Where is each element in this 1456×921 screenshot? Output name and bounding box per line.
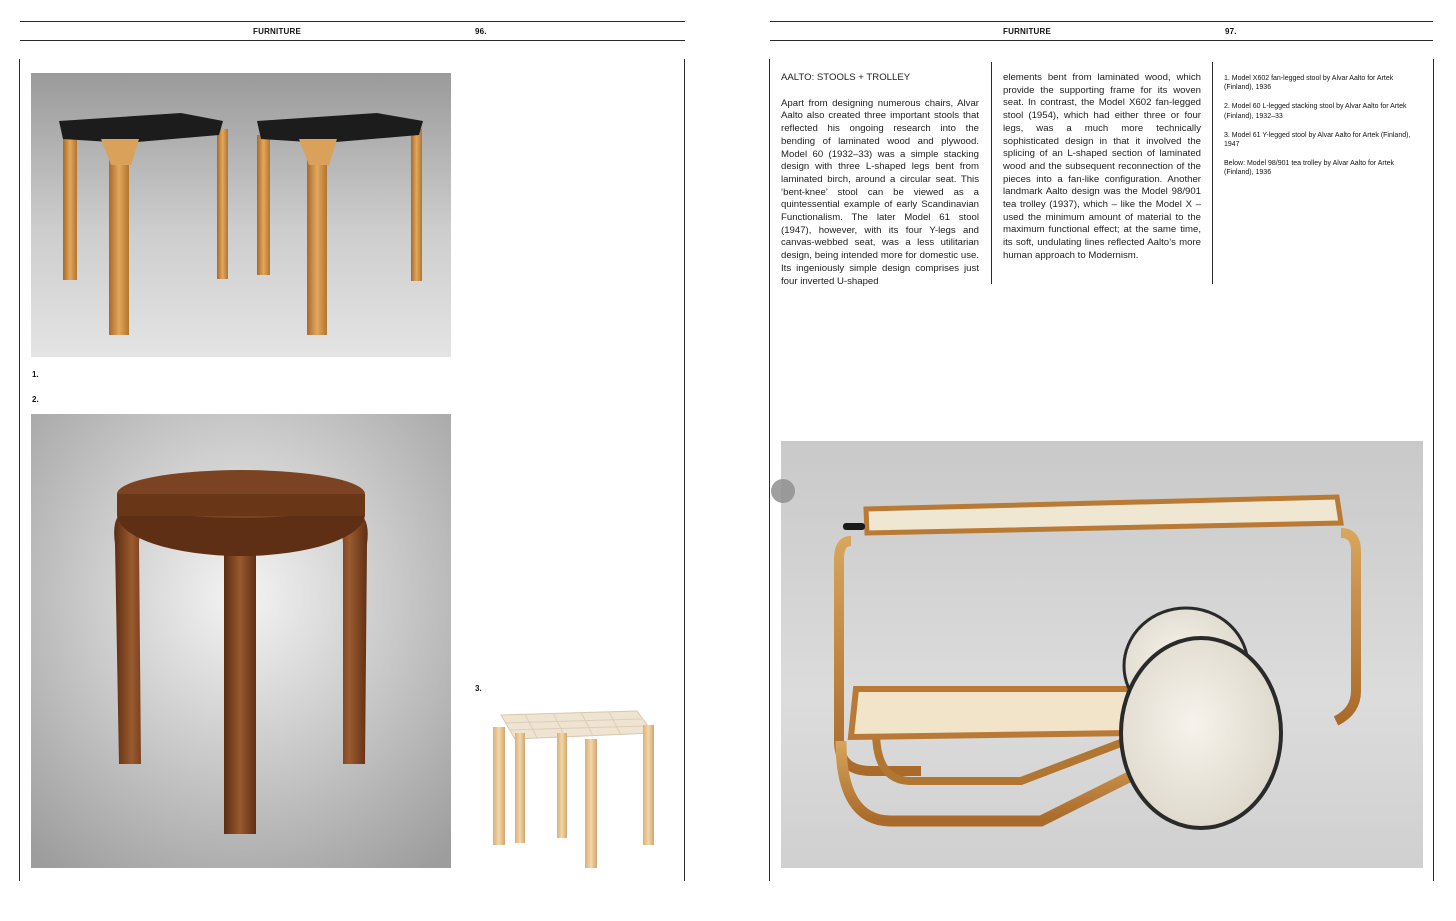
article-paragraph-2: elements bent from laminated wood, which provide the supporting frame for its woven seat. In contrast, the Model X602 fan-legged stool (1954), which had either three or four legs, was a much more technically sophisticated design in that it involved the splicing of an L-shaped section of laminated wood and the subsequent reconnection of the pieces into a fan-like configuration. Another landmark Aalto design was the Model 98/901 tea trolley (1937), which – like the Model X – used the minimum amount of material to the maximum functional effect; at the same time, its soft, undulating lines reflected Aalto’s more human approach to Modernism. <box>1003 72 1201 261</box>
right-margin-rule <box>1433 59 1434 881</box>
left-section-label: FURNITURE <box>253 27 302 36</box>
photo-tea-trolley <box>781 441 1423 868</box>
left-header-rule-top <box>20 21 685 22</box>
article-column-2 <box>1003 72 1201 275</box>
right-gutter-rule <box>769 59 770 881</box>
column-rule-2 <box>1212 62 1213 284</box>
photo-caption-number-3: 3. <box>475 684 482 693</box>
article-title: AALTO: STOOLS + TROLLEY <box>781 72 911 83</box>
left-margin-rule <box>19 59 20 881</box>
left-page-number: 96. <box>475 27 487 36</box>
caption-below: Below: Model 98/901 tea trolley by Alvar Aalto for Artek (Finland), 1936 <box>1224 160 1395 177</box>
article-column-1 <box>781 72 979 300</box>
captions-column <box>1224 74 1420 188</box>
photo-caption-number-1: 1. <box>32 370 39 379</box>
photo-caption-number-2: 2. <box>32 395 39 404</box>
right-page-number: 97. <box>1225 27 1237 36</box>
article-paragraph-1: Apart from designing numerous chairs, Alvar Aalto also created three important stools that reflected his ongoing research into the bending of laminated wood and plywood. Model 60 (1932–33) was a simple stacking design with three L-shaped legs bent from laminated birch, around a circular seat. This ‘bent-knee’ stool can be viewed as a quintessential example of early Scandinavian Functionalism. The later Model 61 stool (1947), however, with its four Y-legs and canvas-webbed seat, was a less utilitarian design, being intended more for domestic use. Its ingeniously simple design comprises just four inverted U-shaped <box>781 97 979 287</box>
left-gutter-rule <box>684 59 685 881</box>
left-header-rule-bottom <box>20 40 685 41</box>
caption-2: 2. Model 60 L-legged stacking stool by Alvar Aalto for Artek (Finland), 1932–33 <box>1224 103 1407 120</box>
right-header-rule-bottom <box>770 40 1433 41</box>
overlay-scroll-marker[interactable] <box>771 479 795 503</box>
right-header-rule-top <box>770 21 1433 22</box>
column-rule-1 <box>991 62 992 284</box>
photo-model-61-stool <box>475 703 680 868</box>
photo-x602-stools <box>31 73 451 357</box>
caption-3: 3. Model 61 Y-legged stool by Alvar Aalto for Artek (Finland), 1947 <box>1224 131 1411 149</box>
photo-model-60-stool <box>31 414 451 868</box>
right-section-label: FURNITURE <box>1003 27 1052 36</box>
caption-1: 1. Model X602 fan-legged stool by Alvar Aalto for Artek (Finland), 1936 <box>1224 75 1394 92</box>
